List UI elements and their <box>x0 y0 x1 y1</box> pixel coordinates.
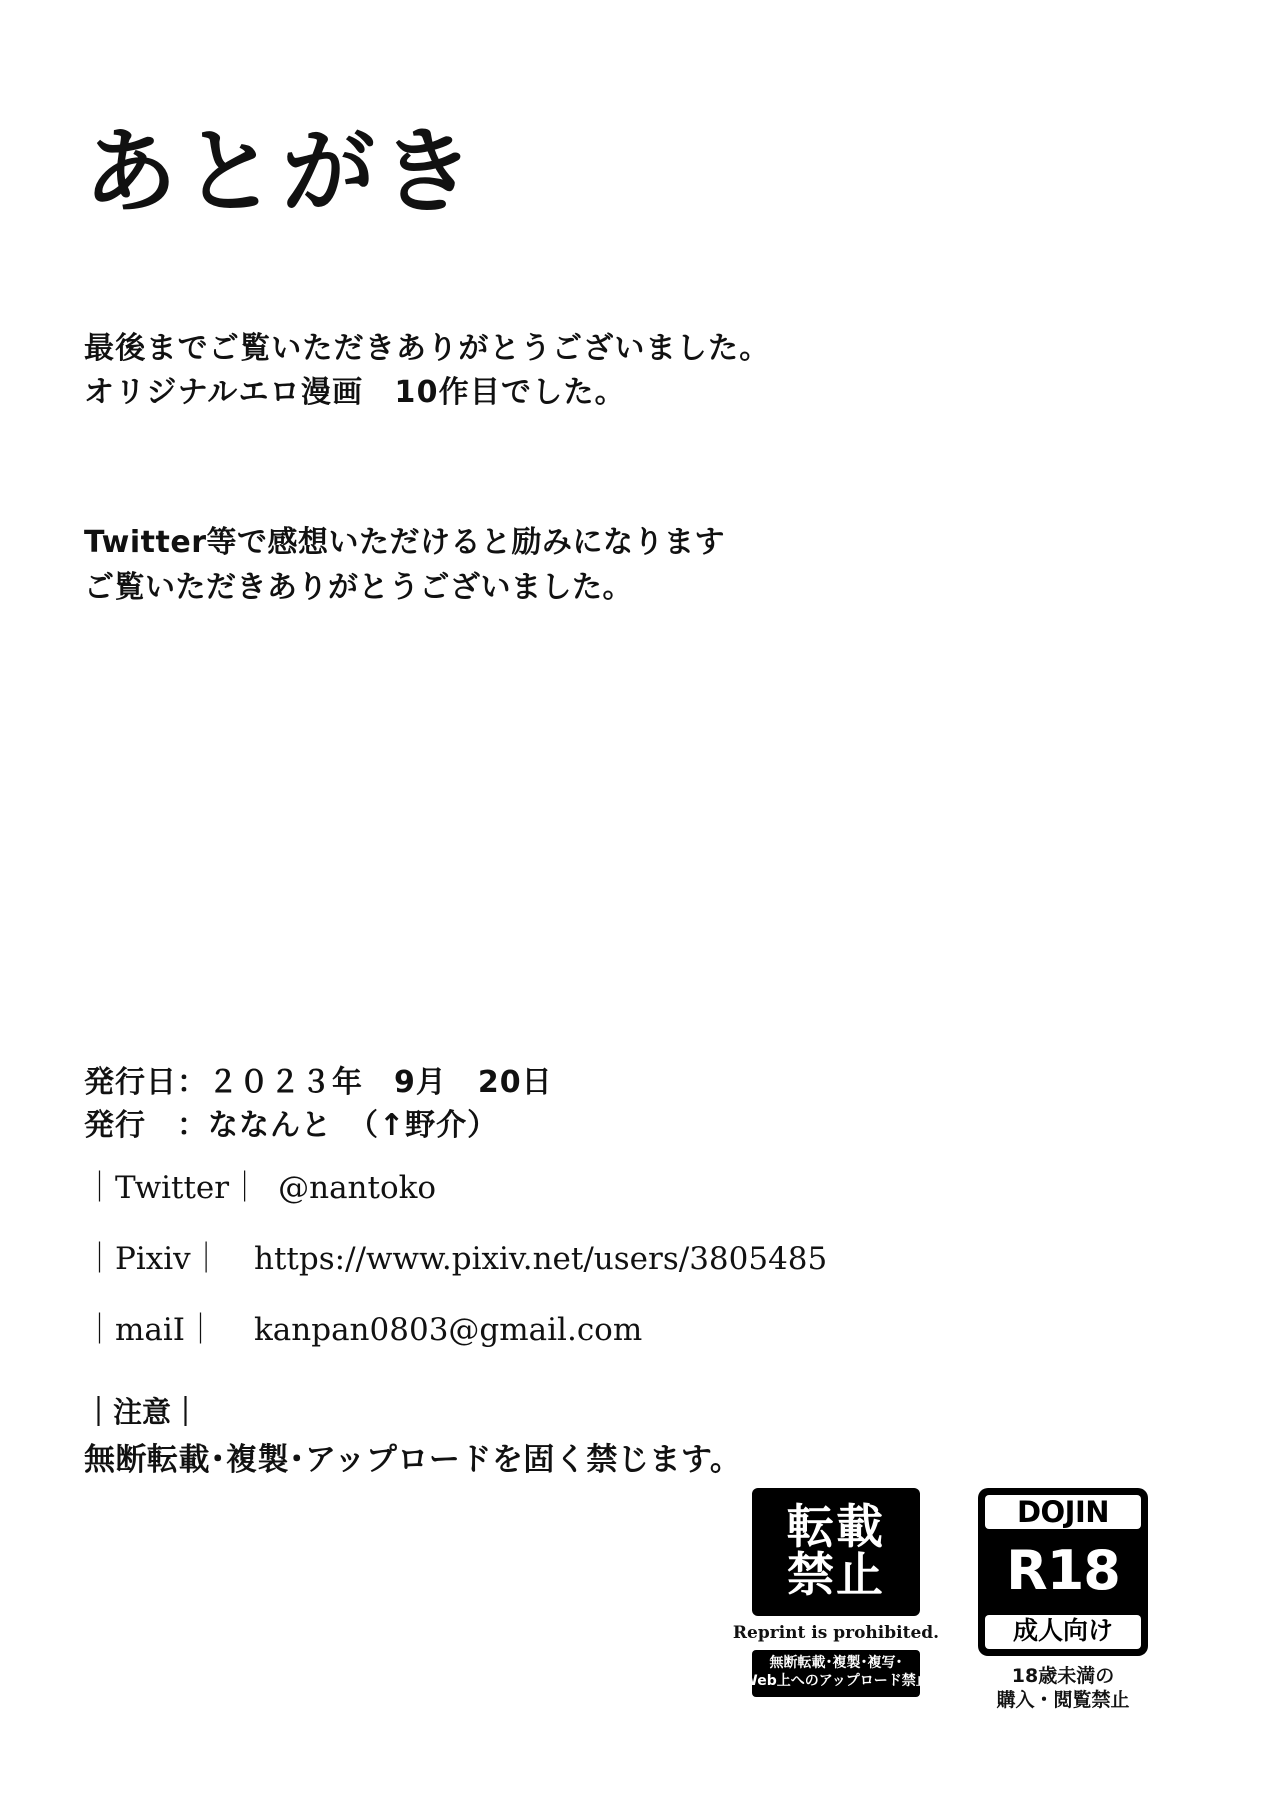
reprint-badge-caption: Reprint is prohibited. <box>732 1623 940 1643</box>
thanks-line-2: ご覧いただきありがとうございました。 <box>84 570 633 605</box>
contact-label-pixiv: ｜Pixiv｜ <box>84 1241 222 1277</box>
r18-badge-caption-line-2: 購入・閲覧禁止 <box>996 1689 1130 1712</box>
intro-line-1: 最後までご覧いただきありがとうございました。 <box>84 331 771 366</box>
page-title: あとがき <box>84 118 480 226</box>
r18-badge-rating: R18 <box>1006 1539 1120 1603</box>
publisher-name: 発行 ：ななんと （↑野介） <box>84 1107 499 1143</box>
contact-value-pixiv[interactable]: https://www.pixiv.net/users/3805485 <box>254 1241 828 1277</box>
notice-body: 無断転載･複製･アップロードを固く禁じます。 <box>84 1441 742 1478</box>
contact-label-twitter: ｜Twitter｜ <box>84 1170 261 1206</box>
reprint-prohibited-badge <box>732 1488 940 1697</box>
r18-badge-adult-label: 成人向け <box>985 1615 1141 1649</box>
reprint-badge-subnote <box>742 1650 930 1697</box>
reprint-badge-line-1: 転載 <box>787 1500 885 1556</box>
publish-date: 発行日：２０２３年 9月 20日 <box>84 1065 553 1100</box>
reprint-badge-line-2: 禁止 <box>787 1548 885 1603</box>
r18-badge <box>978 1488 1148 1713</box>
intro-paragraph <box>84 327 984 414</box>
notice-heading: ｜注意｜ <box>84 1395 201 1429</box>
badge-row <box>732 1488 1148 1713</box>
contact-value-twitter[interactable]: @nantoko <box>278 1170 437 1206</box>
reprint-badge-mark <box>752 1488 920 1616</box>
reprint-badge-subnote-line-2: Web上へのアップロード禁止 <box>742 1672 930 1689</box>
contact-row-pixiv <box>84 1233 1134 1278</box>
r18-badge-mark <box>978 1488 1148 1656</box>
reprint-badge-subnote-line-1: 無断転載･複製･複写･ <box>769 1655 903 1671</box>
contact-row-mail <box>84 1304 1134 1349</box>
contact-row-twitter <box>84 1162 1134 1207</box>
thanks-line-1: Twitter等で感想いただけると励みになります <box>84 525 725 560</box>
r18-badge-dojin-label: DOJIN <box>985 1495 1141 1529</box>
thanks-paragraph <box>84 520 1034 610</box>
intro-line-2: オリジナルエロ漫画 10作目でした。 <box>84 374 626 410</box>
contact-list <box>84 1162 1134 1375</box>
contact-value-mail[interactable]: kanpan0803@gmail.com <box>254 1312 643 1348</box>
contact-label-mail: ｜maiⅠ｜ <box>84 1312 217 1348</box>
notice-block <box>84 1392 1134 1482</box>
colophon-block <box>84 1062 1084 1147</box>
r18-badge-caption <box>996 1664 1129 1713</box>
r18-badge-caption-line-1: 18歳未満の <box>1011 1665 1115 1687</box>
